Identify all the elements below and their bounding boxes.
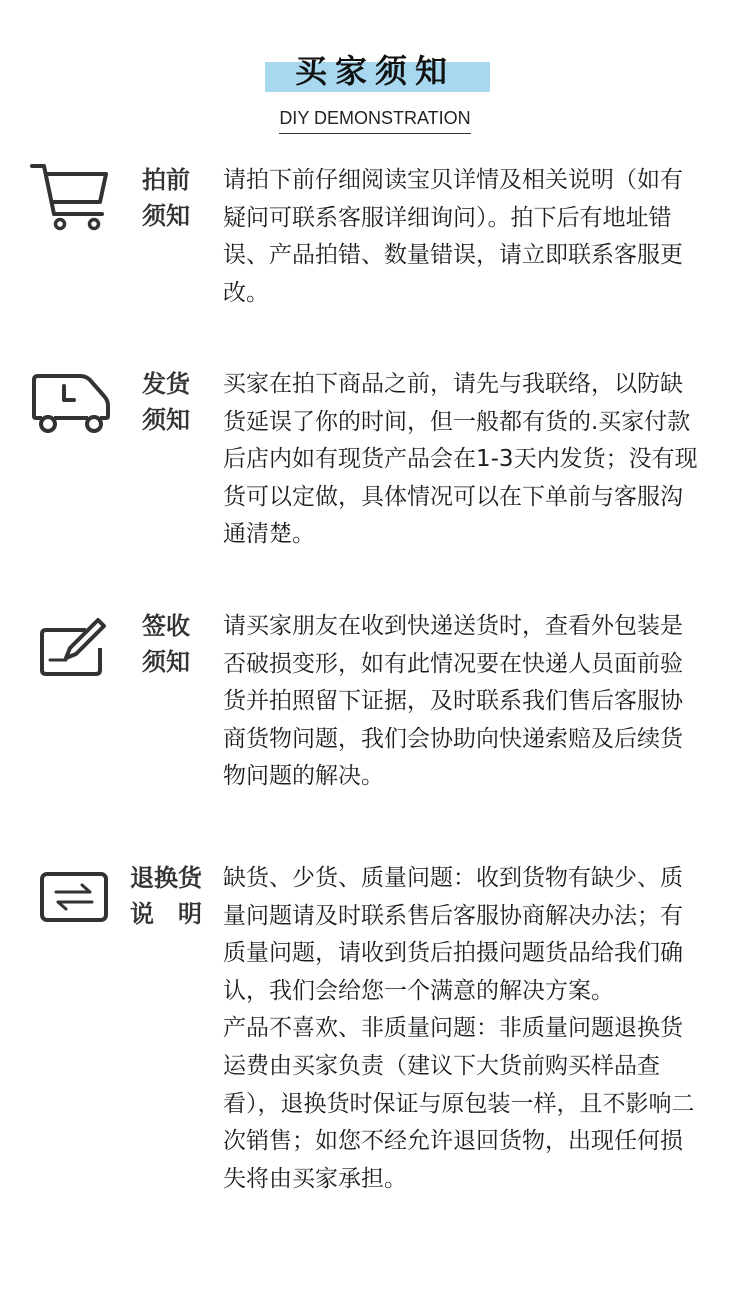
section-label-line: 须知: [142, 201, 190, 230]
page-title: 买家须知: [294, 52, 455, 90]
section-label-line: 签收: [142, 611, 190, 640]
section-body: [223, 608, 703, 796]
section-paragraph: 买家在拍下商品之前，请先与我联络，以防缺货延误了你的时间，但一般都有货的.买家付款后店内如有现货产品会在1-3天内发货；没有现货可以定做，具体情况可以在下单前与客服沟通清楚。: [223, 371, 698, 548]
section-label-line: 须知: [142, 405, 190, 434]
delivery-truck-icon: [30, 370, 112, 440]
section-label-line: 拍前: [142, 165, 190, 194]
section-label: [125, 608, 207, 680]
section-label-line: 须知: [142, 647, 190, 676]
section-paragraph: 请拍下前仔细阅读宝贝详情及相关说明（如有疑问可联系客服详细询问）。拍下后有地址错误、产品拍错、数量错误，请立即联系客服更改。: [223, 167, 683, 306]
page-subtitle: DIY DEMONSTRATION: [279, 108, 470, 134]
header: [0, 40, 750, 96]
section-body: [223, 366, 703, 554]
exchange-arrows-icon: [30, 866, 112, 936]
section-label-line: 发货: [142, 369, 190, 398]
section-label: [118, 860, 214, 932]
section-label-line: 退换货: [130, 863, 202, 892]
section-label-line: 说 明: [130, 899, 202, 928]
subtitle-wrap: [0, 108, 750, 134]
section-paragraph: 请买家朋友在收到快递送货时，查看外包装是否破损变形，如有此情况要在快递人员面前验货并拍照留下证据，及时联系我们售后客服协商货物问题，我们会协助向快递索赔及后续货物问题的解决。: [223, 613, 683, 790]
section-paragraph: 产品不喜欢、非质量问题：非质量问题退换货运费由买家负责（建议下大货前购买样品查看），退换货时保证与原包装一样，且不影响二次销售；如您不经允许退回货物，出现任何损失将由买家承担。: [223, 1015, 695, 1192]
sign-edit-icon: [30, 614, 112, 684]
section-label: [125, 162, 207, 234]
section-body: [223, 860, 703, 1198]
section-label: [125, 366, 207, 438]
section-paragraph: 缺货、少货、质量问题：收到货物有缺少、质量问题请及时联系售后客服协商解决办法；有质量问题，请收到货后拍摄问题货品给我们确认，我们会给您一个满意的解决方案。: [223, 865, 683, 1004]
shopping-cart-icon: [30, 162, 112, 232]
section-body: [223, 162, 703, 312]
